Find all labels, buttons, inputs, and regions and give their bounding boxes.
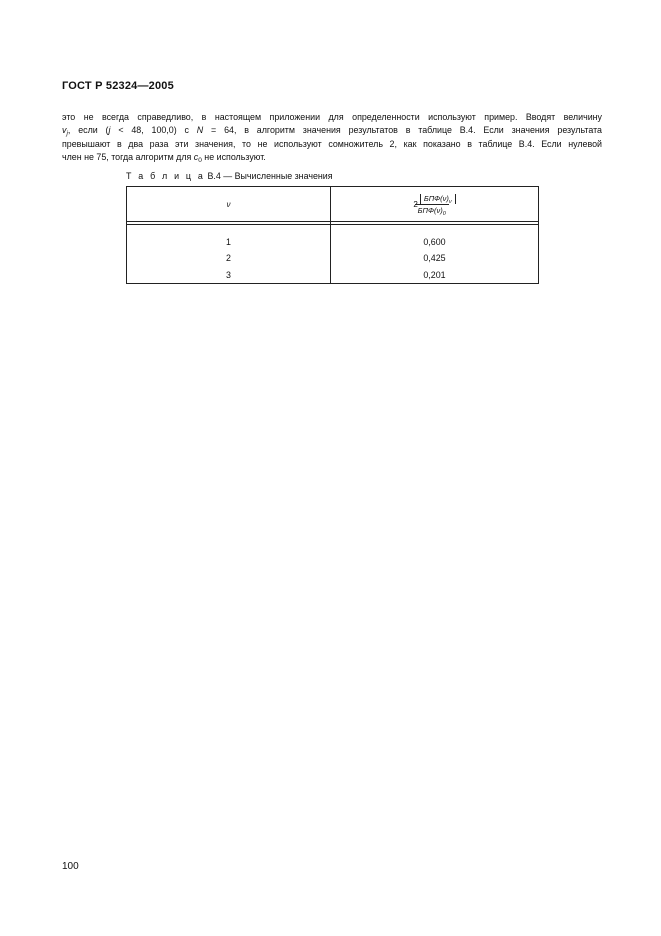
body-paragraph bbox=[62, 111, 602, 165]
var-c: c bbox=[193, 152, 199, 163]
ratio-formula bbox=[413, 194, 455, 215]
values-table bbox=[126, 186, 539, 284]
cell-nu: 1 bbox=[127, 225, 331, 250]
table-header-row bbox=[127, 187, 539, 222]
var-c-subscript: 0 bbox=[198, 157, 202, 165]
table-row bbox=[127, 225, 539, 250]
formula-denominator: $БПФ(\nu)_0$ bbox=[415, 204, 449, 215]
var-v: v bbox=[62, 125, 67, 136]
paragraph-text: член не 75, тогда алгоритм для bbox=[62, 152, 194, 163]
paragraph-text: не используют. bbox=[201, 152, 266, 163]
table-caption-prefix: Т а б л и ц а bbox=[126, 171, 205, 181]
paragraph-text: < 48, 100,0) с bbox=[110, 125, 197, 136]
table-caption-title: В.4 — Вычисленные значения bbox=[207, 171, 333, 181]
formula-coefficient: 2 bbox=[413, 199, 418, 209]
formula-fraction bbox=[417, 193, 456, 217]
document-header: ГОСТ Р 52324—2005 bbox=[62, 80, 174, 92]
paragraph-line-4 bbox=[62, 151, 602, 164]
header-formula bbox=[331, 187, 539, 222]
var-v-subscript: j bbox=[66, 130, 68, 138]
table-row bbox=[127, 266, 539, 284]
cell-nu: 2 bbox=[127, 249, 331, 266]
paragraph-text: = 64, в алгоритм значения результатов в таблице В.4. Если значения результата bbox=[203, 125, 602, 136]
table-caption bbox=[126, 171, 333, 181]
cell-value: 0,425 bbox=[331, 249, 539, 266]
cell-value: 0,600 bbox=[331, 225, 539, 250]
var-n: N bbox=[196, 125, 204, 136]
paragraph-line-2 bbox=[62, 124, 602, 137]
paragraph-text: , если ( bbox=[67, 125, 109, 136]
header-nu: ν bbox=[127, 187, 331, 222]
formula-numerator: $БПФ(\nu)_\nu$ bbox=[420, 194, 456, 204]
table-row bbox=[127, 249, 539, 266]
paragraph-line-3: превышают в два раза эти значения, то не используют сомножитель 2, как показано в таблице В.4. Если нулевой bbox=[62, 138, 602, 149]
cell-value: 0,201 bbox=[331, 266, 539, 284]
paragraph-line-1: это не всегда справедливо, в настоящем приложении для определенности используют пример. Вводят величину bbox=[62, 112, 602, 122]
var-j: j bbox=[108, 125, 111, 136]
cell-nu: 3 bbox=[127, 266, 331, 284]
page-number: 100 bbox=[62, 861, 79, 872]
